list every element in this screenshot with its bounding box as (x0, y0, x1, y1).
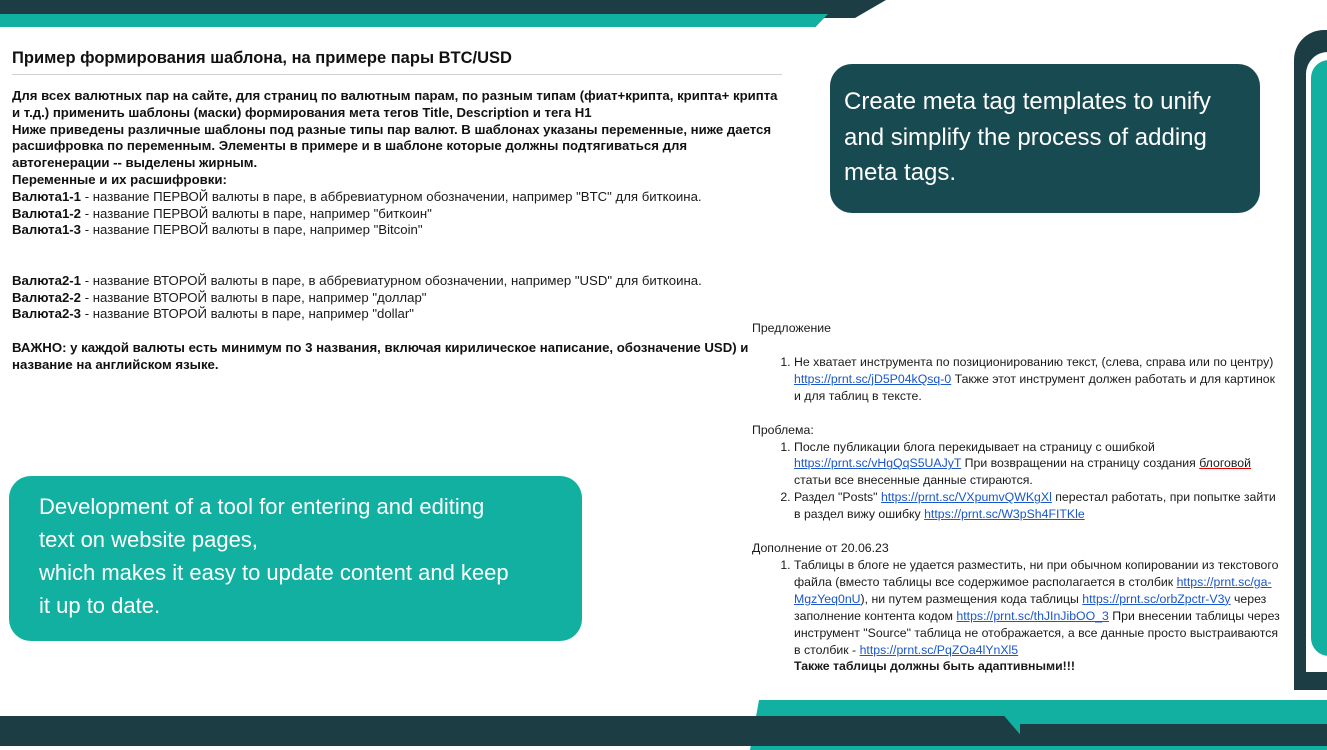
suggestion-heading: Предложение (752, 321, 831, 335)
screenshot-link[interactable]: https://prnt.sc/thJInJibOO_3 (956, 608, 1109, 623)
screenshot-link[interactable]: https://prnt.sc/orbZpctr-V3y (1082, 591, 1231, 606)
variable-row: Валюта1-1 - название ПЕРВОЙ валюты в паре, в аббревиатурном обозначении, например "BTC" для биткоина. (12, 188, 702, 204)
screenshot-link[interactable]: https://prnt.sc/VXpumvQWKgXl (880, 490, 1052, 505)
bottom-dark-band (0, 716, 1030, 746)
document-intro-1: Для всех валютных пар на сайте, для страниц по валютным парам, по разным типам (фиат+крипта, крипта+ крипта и т.д.) применить шаблоны (маски) формирования мета тегов Title, Description и тега H1 (12, 88, 778, 120)
screenshot-link[interactable]: https://prnt.sc/ga-MgzYeq0nU (794, 574, 1272, 606)
list-item: 1. Не хватает инструмента по позиционированию текст, (слева, справа или по центру) https://prnt.sc/jD5P04kQsq-0 Также этот инструмент должен работать и для картинок и для таблиц в тексте. (794, 354, 1282, 405)
variable-row: Валюта1-2 - название ПЕРВОЙ валюты в паре, например "биткоин" (12, 205, 432, 221)
screenshot-link[interactable]: https://prnt.sc/vHgQqS5UAJyT (794, 456, 962, 471)
addition-heading: Дополнение от 20.06.23 (752, 541, 889, 556)
callout-editing-tool: Development of a tool for entering and editing text on website pages, which makes it easy to update content and keep it up to date. (9, 476, 582, 641)
addition-bold-note: Также таблицы должны быть адаптивными!!! (794, 659, 1075, 674)
screenshot-link[interactable]: https://prnt.sc/W3pSh4FITKle (924, 507, 1085, 522)
variable-row: Валюта2-1 - название ВТОРОЙ валюты в паре, в аббревиатурном обозначении, например "USD" для биткоина. (12, 272, 702, 288)
right-teal-band (1311, 60, 1327, 656)
callout-meta-templates: Create meta tag templates to unify and simplify the process of adding meta tags. (830, 64, 1260, 213)
top-teal-band (0, 14, 828, 27)
addition-list (752, 557, 1282, 675)
important-note: ВАЖНО: у каждой валюты есть минимум по 3 названия, включая кирилическое написание, обозначение USD) и название на английском языке. (12, 339, 749, 372)
list-item: 1. Таблицы в блоге не удается разместить, ни при обычном копировании из текстового файла (вместо таблицы все содержимое располагается в столбик https://prnt.sc/ga-MgzYeq0nU), ни путем размещения кода таблицы https://prnt.sc/orbZpctr-V3y через заполнение контента кодом https://prnt.sc/thJInJibOO_3 При внесении таблицы через инструмент "Source" таблица не отображается, а все данные просто выстраиваются в столбик - https://prnt.sc/PqZOa4lYnXl5 Также таблицы должны быть адаптивными!!! (794, 557, 1282, 675)
problem-heading: Проблема: (752, 422, 814, 437)
bottom-dark-band-right (1020, 724, 1327, 746)
variable-row: Валюта2-2 - название ВТОРОЙ валюты в паре, например "доллар" (12, 289, 427, 305)
variable-row: Валюта2-3 - название ВТОРОЙ валюты в паре, например "dollar" (12, 306, 414, 322)
suggestion-list (752, 354, 1282, 405)
variables-heading: Переменные и их расшифровки: (12, 171, 227, 187)
problem-list (752, 439, 1282, 524)
screenshot-link[interactable]: https://prnt.sc/PqZOa4lYnXl5 (859, 642, 1019, 657)
screenshot-link[interactable]: https://prnt.sc/jD5P04kQsq-0 (794, 371, 952, 386)
document-intro-2: Ниже приведены различные шаблоны под разные типы пар валют. В шаблонах указаны переменные, ниже дается расшифровка по переменным. Элементы в примере и в шаблоне которые должны подтягиваться для автогенерации -- выделены жирным. (12, 121, 772, 171)
notes-panel (752, 320, 1282, 675)
list-item: 1. После публикации блога перекидывает на страницу с ошибкой https://prnt.sc/vHgQqS5UAJyT При возвращении на страницу создания блоговой статьи все внесенные данные стираются. (794, 439, 1282, 490)
variable-row: Валюта1-3 - название ПЕРВОЙ валюты в паре, например "Bitcoin" (12, 222, 423, 238)
document-title: Пример формирования шаблона, на примере пары BTC/USD (12, 49, 782, 75)
list-item: 2. Раздел "Posts" https://prnt.sc/VXpumvQWKgXl перестал работать, при попытке зайти в раздел вижу ошибку https://prnt.sc/W3pSh4FITKle (794, 489, 1282, 523)
document-body (12, 88, 782, 374)
